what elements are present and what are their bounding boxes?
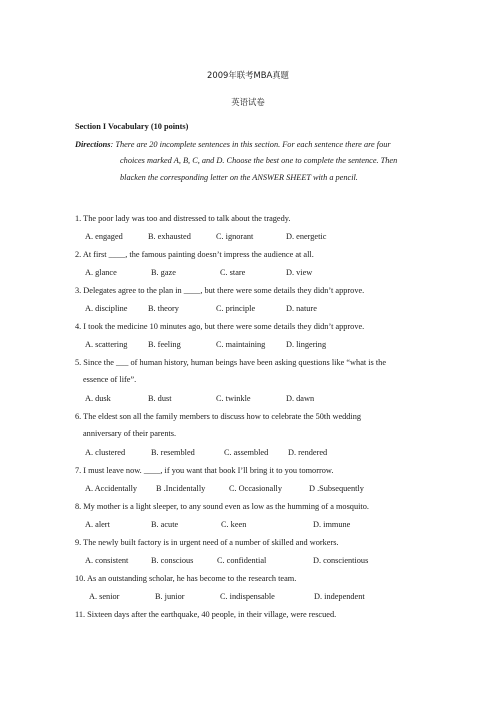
option-a: A. dusk xyxy=(85,394,111,403)
option-a: A. Accidentally xyxy=(85,484,138,493)
directions-line-2: choices marked A, B, C, and D. Choose the best one to complete the sentence. Then xyxy=(120,156,398,165)
option-c: C. assembled xyxy=(224,448,269,457)
directions-line-1 xyxy=(75,139,391,150)
option-d: D. nature xyxy=(286,304,317,313)
option-b: B. conscious xyxy=(151,556,194,565)
exam-subtitle: 英语试卷 xyxy=(231,97,265,107)
option-a: A. discipline xyxy=(85,304,128,313)
option-b: B. feeling xyxy=(148,340,181,349)
question-4: 4. I took the medicine 10 minutes ago, but there were some details they didn’t approve. xyxy=(75,322,365,331)
option-a: A. scattering xyxy=(85,340,128,349)
option-a: A. alert xyxy=(85,520,110,529)
option-b: B. resembled xyxy=(151,448,195,457)
option-d: D. independent xyxy=(314,592,365,601)
option-a: A. clustered xyxy=(85,448,126,457)
option-d: D .Subsequently xyxy=(309,484,364,493)
question-2: 2. At first ____, the famous painting doesn’t impress the audience at all. xyxy=(75,250,314,259)
option-c: C. ignorant xyxy=(216,232,254,241)
option-b: B. theory xyxy=(148,304,179,313)
option-d: D. dawn xyxy=(286,394,315,403)
option-d: D. immune xyxy=(313,520,351,529)
question-7: 7. I must leave now. ____, if you want that book I’ll bring it to you tomorrow. xyxy=(75,466,334,475)
option-b: B. dust xyxy=(148,394,172,403)
question-1: 1. The poor lady was too and distressed to talk about the tragedy. xyxy=(75,214,291,223)
question-text: 5. Since the ___ of human history, human beings have been asking questions like “what is the xyxy=(75,358,386,367)
option-a: A. glance xyxy=(85,268,117,277)
option-d: D. energetic xyxy=(286,232,327,241)
option-a: A. senior xyxy=(89,592,120,601)
option-d: D. rendered xyxy=(288,448,328,457)
directions-line-3: blacken the corresponding letter on the ANSWER SHEET with a pencil. xyxy=(120,173,358,182)
option-b: B. junior xyxy=(155,592,185,601)
question-continuation: essence of life”. xyxy=(83,375,137,384)
option-c: C. confidential xyxy=(217,556,267,565)
directions-label: Directions xyxy=(75,140,111,149)
exam-title: 2009年联考MBA真题 xyxy=(207,70,289,80)
option-c: C. indispensable xyxy=(220,592,275,601)
question-text: 6. The eldest son all the family members to discuss how to celebrate the 50th wedding xyxy=(75,412,362,421)
option-b: B. gaze xyxy=(151,268,176,277)
option-c: C. stare xyxy=(220,268,246,277)
option-b: B. acute xyxy=(151,520,179,529)
option-c: C. maintaining xyxy=(216,340,266,349)
option-d: D. view xyxy=(286,268,313,277)
question-11: 11. Sixteen days after the earthquake, 40 people, in their village, were rescued. xyxy=(75,610,337,619)
directions-text: : There are 20 incomplete sentences in this section. For each sentence there are four xyxy=(110,140,391,149)
question-8: 8. My mother is a light sleeper, to any sound even as low as the humming of a mosquito. xyxy=(75,502,369,511)
section-heading: Section I Vocabulary (10 points) xyxy=(75,122,189,131)
option-a: A. engaged xyxy=(85,232,123,241)
option-b: B .Incidentally xyxy=(156,484,206,493)
option-d: D. lingering xyxy=(286,340,327,349)
question-9: 9. The newly built factory is in urgent need of a number of skilled and workers. xyxy=(75,538,339,547)
question-6 xyxy=(75,411,362,438)
option-d: D. conscientious xyxy=(313,556,369,565)
question-5 xyxy=(75,357,386,384)
option-a: A. consistent xyxy=(85,556,129,565)
question-continuation: anniversary of their parents. xyxy=(83,429,177,438)
option-c: C. keen xyxy=(221,520,247,529)
question-10: 10. As an outstanding scholar, he has become to the research team. xyxy=(75,574,297,583)
option-c: C. Occasionally xyxy=(229,484,282,493)
option-b: B. exhausted xyxy=(148,232,191,241)
option-c: C. twinkle xyxy=(216,394,251,403)
question-3: 3. Delegates agree to the plan in ____, but there were some details they didn’t approve. xyxy=(75,286,365,295)
option-c: C. principle xyxy=(216,304,256,313)
